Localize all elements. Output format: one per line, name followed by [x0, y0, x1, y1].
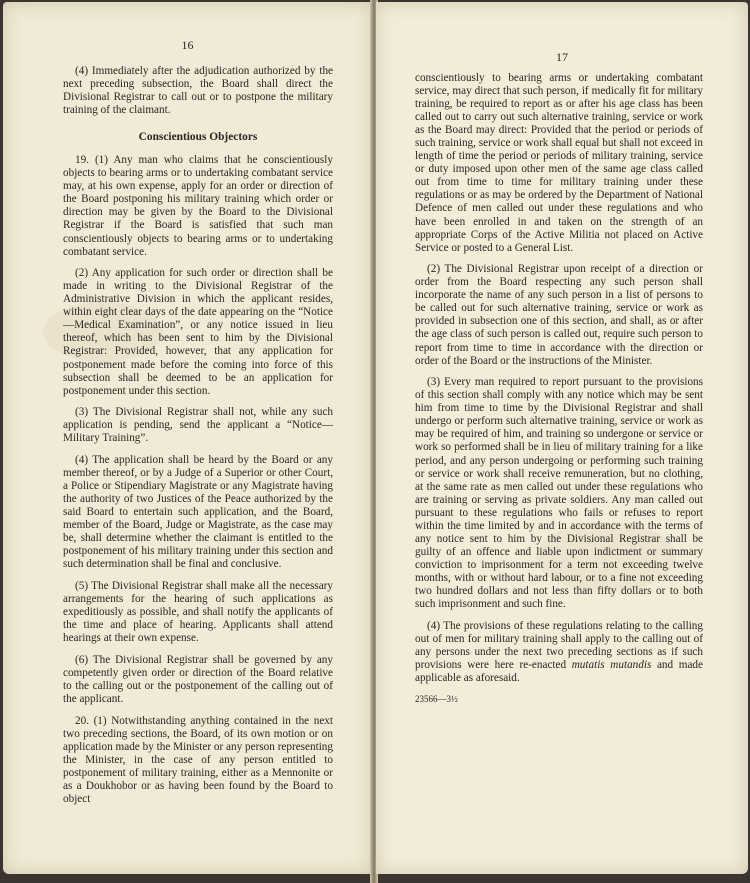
- left-text-column: [63, 65, 333, 815]
- paragraph: (4) The application shall be heard by the Board or any member thereof, or by a Judge of a Superior or other Court, a Police or Stipendiary Magistrate or any Magistrate having the authority of two Justices of the Peace authorized by the said Board to entertain such application, and the Board, member of the Board, Judge or Magistrate, as the case may be, shall determine whether the claimant is entitled to the postponement of his military training under this section and such determination shall be final and conclusive.: [63, 454, 333, 571]
- paragraph: (3) The Divisional Registrar shall not, while any such application is pending, send the applicant a “Notice—Military Training”.: [63, 406, 333, 445]
- paragraph: (5) The Divisional Registrar shall make all the necessary arrangements for the hearing of such applications as expeditiously as possible, and shall notify the applicants of the time and place of hearing. Applicants shall attend hearings at their own expense.: [63, 580, 333, 645]
- section-heading: Conscientious Objectors: [138, 131, 258, 144]
- paragraph: (6) The Divisional Registrar shall be governed by any competently given order or direction of the Board relative to the calling out or the postponement of the calling out of the applicant.: [63, 653, 333, 705]
- print-code: 23566—3½: [415, 694, 458, 705]
- page-number: 16: [181, 38, 194, 52]
- page-number: 17: [556, 50, 568, 64]
- paragraph: (2) The Divisional Registrar upon receipt of a direction or order from the Board respecting any such person shall incorporate the name of any such person in a list of persons to be called out for such alternative training, service or work as provided in subsection one of this section, and shall, as or after the age class of such person is called out, require such person to report from time to time in accordance with the direction or order of the Board or the instructions of the Minister.: [415, 263, 703, 367]
- page-right: [376, 2, 748, 874]
- paragraph: (3) Every man required to report pursuant to the provisions of this section shall comply with any notice which may be sent him from time to time by the Divisional Registrar and shall undergo or perform such alternative training, service or work as may be required of him, and training so undergone or service or work so performed shall be in lieu of military training for a like period, and any person undergoing or performing such training or service or work shall receive remuneration, but no clothing, at the same rate as men called out under these regulations who are training or serving as private soldiers. Any man called out pursuant to these regulations who fails or refuses to report within the time limited by and in accordance with the terms of any notice sent to him by the Divisional Registrar shall be guilty of an offence and liable upon indictment or summary conviction to imprisonment for a term not exceeding twelve months, with or without hard labour, or to a fine not exceeding two hundred dollars and not less than fifty dollars or to both such imprisonment and such fine.: [415, 376, 703, 611]
- paragraph-text: and made applicable as aforesaid.: [415, 658, 703, 684]
- paragraph: (2) Any application for such order or direction shall be made in writing to the Divisional Registrar of the Administrative Division in which the applicant resides, within eight clear days of the date appearing on the “Notice—Medical Examination”, or any notice issued in lieu thereof, which has been sent to him by the Divisional Registrar: Provided, however, that any application for postponement made before the coming into force of this subsection shall be deemed to be an application for postponement under this section.: [63, 267, 333, 397]
- paragraph: [415, 620, 703, 685]
- paragraph: 19. (1) Any man who claims that he conscientiously objects to bearing arms or to undertaking combatant service may, at his own expense, apply for an order or direction of the Board postponing his military training which order or direction may be given by the Board to the Divisional Registrar if the Board is satisfied that such man conscientiously objects to bearing arms or to undertaking combatant service.: [63, 154, 333, 258]
- right-text-column: [415, 72, 703, 715]
- paragraph: conscientiously to bearing arms or undertaking combatant service, may direct that such person, if medically fit for military training, be required to report as or after his age class has been called out to carry out such alternative training, service or work as the Board may direct: Provided that the period or periods of such training, service or work shall equal but shall not exceed in length of time the period or periods of military training, service or duty imposed upon other men of the same age class called out from time to time for military training under these regulations or as may be ordered by the Department of National Defence of men called out under these regulations and who have been enrolled in and taken on the strength of an appropriate Corps of the Active Militia not placed on Active Service or posted to a General List.: [415, 72, 703, 254]
- paragraph-text: (4) The provisions of these regulations relating to the calling out of men for military training shall apply to the calling out of any persons under the next two preceding sections as if such provisions were here re-enacted: [415, 619, 703, 671]
- latin-phrase: mutatis mutandis: [571, 658, 652, 671]
- paragraph: (4) Immediately after the adjudication authorized by the next preceding subsection, the Board shall direct the Divisional Registrar to call out or to postpone the military training of the claimant.: [63, 65, 333, 117]
- page-left: [3, 2, 372, 874]
- paragraph: 20. (1) Notwithstanding anything contained in the next two preceding sections, the Board, of its own motion or on application made by the Minister or any person representing the Minister, in the case of any person entitled to postponement of military training, either as a Mennonite or as a Doukhobor or as having been found by the Board to object: [63, 714, 333, 805]
